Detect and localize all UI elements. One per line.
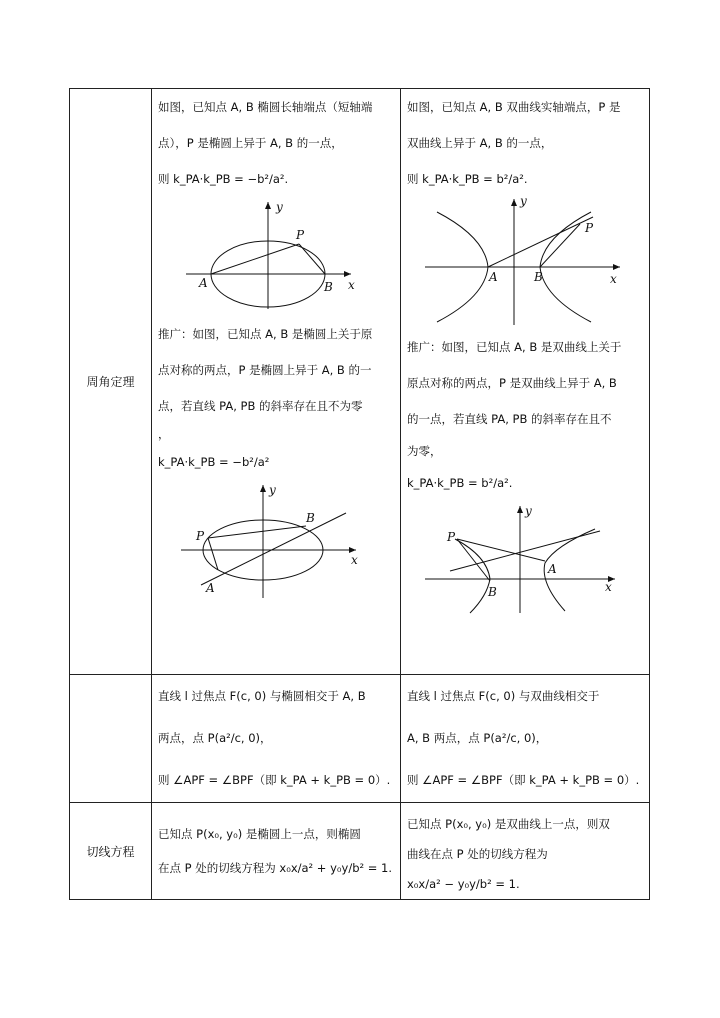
svg-text:y: y: [525, 504, 532, 518]
hyperbola-gen-result: k_PA·k_PB = b²/a².: [407, 476, 513, 490]
hyperbola-focus-cell: 直线 l 过焦点 F(c, 0) 与双曲线相交于 A, B 两点，点 P(a²/c, 0)， 则 ∠APF = ∠BPF（即 k_PA + k_PB = 0）.: [401, 675, 650, 803]
row-label-empty: [70, 675, 152, 803]
svg-text:B: B: [534, 270, 543, 284]
svg-text:A: A: [206, 581, 215, 595]
row-label: 切线方程: [70, 803, 152, 900]
ellipse-figure-1: [156, 197, 396, 312]
svg-text:A: A: [489, 270, 498, 284]
axis-y-label: y: [276, 200, 283, 214]
table-row: [70, 89, 650, 675]
point-p-label: P: [296, 228, 305, 242]
point-b-label: B: [324, 280, 333, 294]
hyperbola-figure-1: [405, 197, 645, 327]
svg-text:x: x: [351, 553, 358, 567]
hyperbola-result: 则 k_PA·k_PB = b²/a².: [407, 172, 528, 186]
table-row: [70, 675, 650, 803]
svg-text:P: P: [447, 530, 456, 544]
hyperbola-generalization: 推广：如图，已知点 A, B 是双曲线上关于 原点对称的两点，P 是双曲线上异于 A, B 的一点，若直线 PA, PB 的斜率存在且不 为零， k_PA·k_PB = b²/a².: [401, 329, 649, 501]
svg-text:x: x: [605, 580, 612, 594]
svg-text:B: B: [306, 511, 315, 525]
ellipse-focus-cell: 直线 l 过焦点 F(c, 0) 与椭圆相交于 A, B 两点，点 P(a²/c, 0)， 则 ∠APF = ∠BPF（即 k_PA + k_PB = 0）.: [152, 675, 401, 803]
hyperbola-intro: 如图，已知点 A, B 双曲线实轴端点，P 是 双曲线上异于 A, B 的一点， 则 k_PA·k_PB = b²/a².: [401, 89, 649, 197]
svg-text:y: y: [269, 483, 276, 497]
ellipse-generalization: 推广：如图，已知点 A, B 是椭圆上关于原 点对称的两点，P 是椭圆上异于 A, B 的一 点，若直线 PA, PB 的斜率存在且不为零 ， k_PA·k_PB = −b²/a²: [152, 316, 400, 480]
svg-text:B: B: [488, 585, 497, 599]
table-row: [70, 803, 650, 900]
svg-text:P: P: [196, 529, 205, 543]
theorem-table: [69, 88, 650, 900]
svg-text:y: y: [520, 197, 527, 208]
ellipse-cell: [152, 89, 401, 675]
svg-text:A: A: [548, 562, 557, 576]
svg-text:P: P: [585, 221, 594, 235]
hyperbola-cell: [401, 89, 650, 675]
axis-x-label: x: [348, 278, 355, 292]
hyperbola-tangent-cell: 已知点 P(x₀, y₀) 是双曲线上一点，则双 曲线在点 P 处的切线方程为 x₀x/a² − y₀y/b² = 1.: [401, 803, 650, 900]
point-a-label: A: [199, 276, 208, 290]
row-label: 周角定理: [70, 89, 152, 675]
hyperbola-figure-2: [405, 501, 645, 616]
ellipse-tangent-cell: 已知点 P(x₀, y₀) 是椭圆上一点，则椭圆 在点 P 处的切线方程为 x₀x/a² + y₀y/b² = 1.: [152, 803, 401, 900]
ellipse-intro: 如图，已知点 A, B 椭圆长轴端点（短轴端 点），P 是椭圆上异于 A, B 的一点， 则 k_PA·k_PB = −b²/a².: [152, 89, 400, 197]
svg-text:x: x: [610, 272, 617, 286]
ellipse-result: 则 k_PA·k_PB = −b²/a².: [158, 172, 289, 186]
ellipse-figure-2: [156, 480, 396, 600]
ellipse-gen-result: k_PA·k_PB = −b²/a²: [158, 455, 270, 469]
